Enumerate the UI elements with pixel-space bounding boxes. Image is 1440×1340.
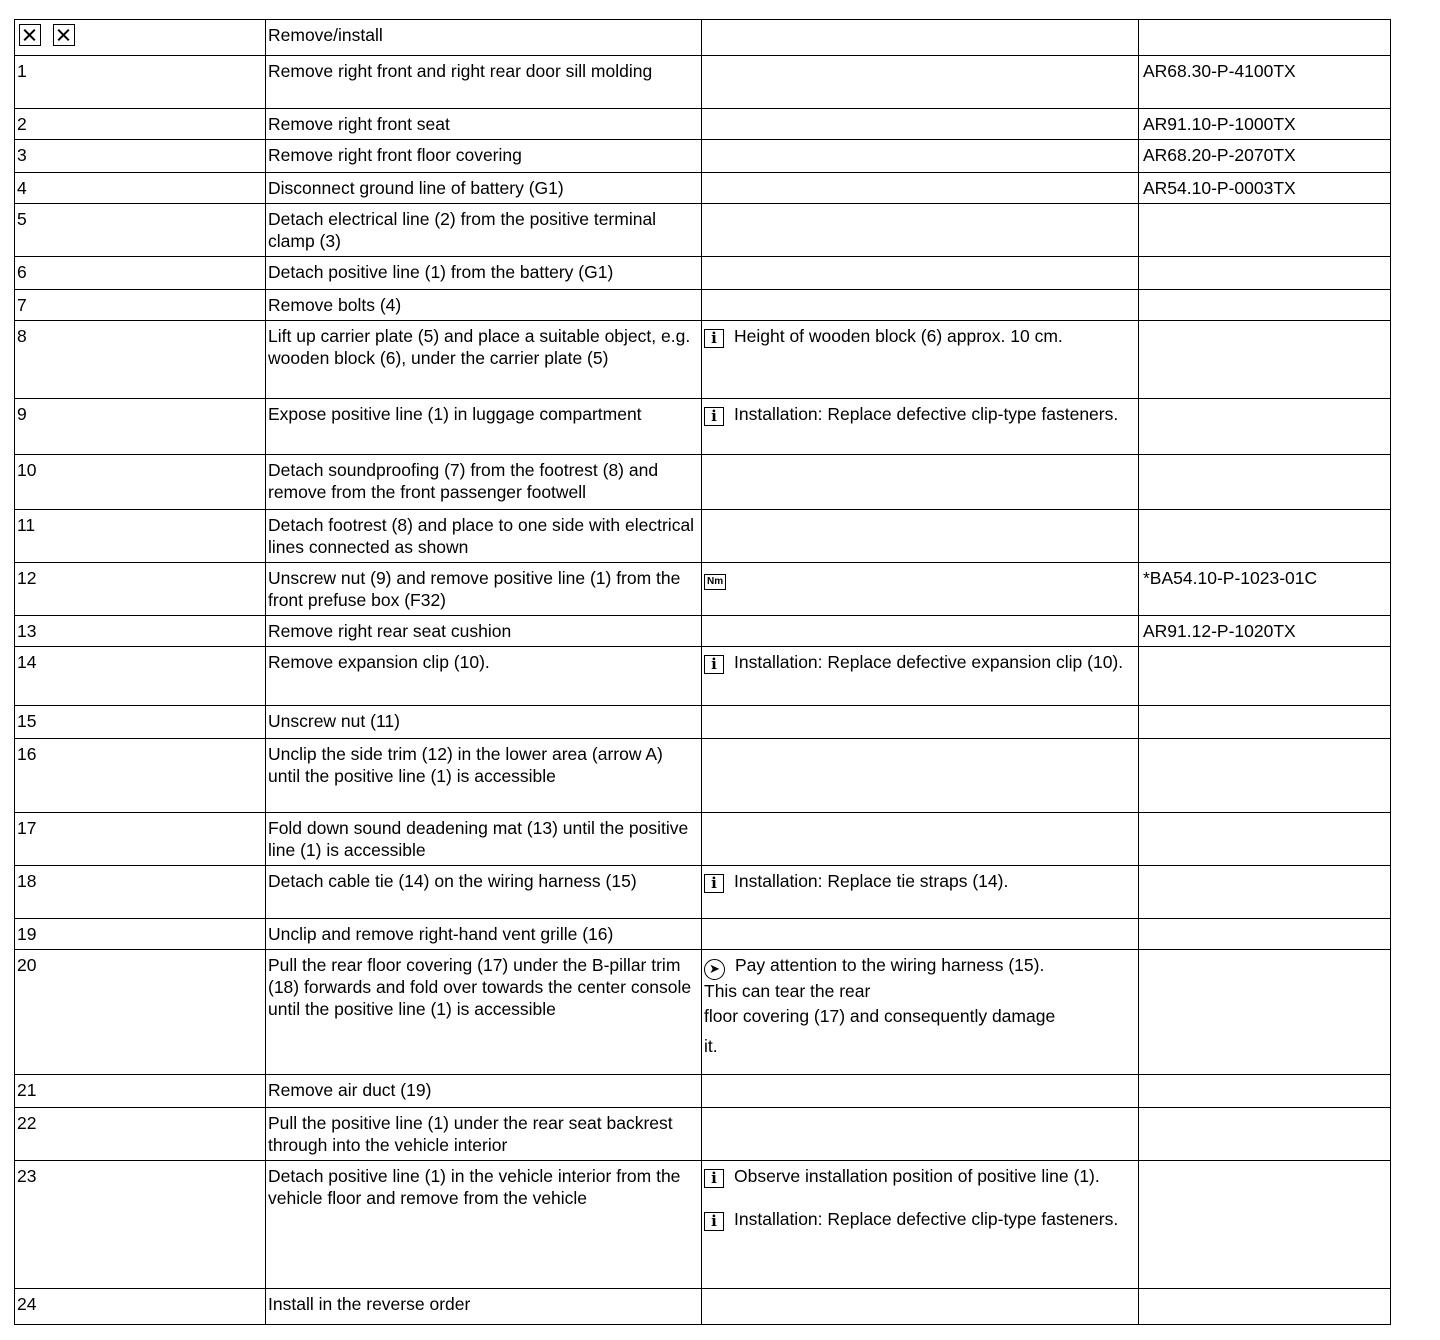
table-row (15, 257, 1391, 290)
table-row (15, 563, 1391, 616)
table-row (15, 204, 1391, 257)
table-row (15, 647, 1391, 706)
step-action: Detach soundproofing (7) from the footrest (8) and remove from the front passenger footwell (266, 455, 702, 510)
step-action: Remove bolts (4) (266, 290, 702, 321)
step-number: 24 (15, 1289, 266, 1325)
step-reference: AR68.30-P-4100TX (1139, 56, 1391, 109)
torque-icon: Nm (704, 574, 726, 590)
step-number: 14 (15, 647, 266, 706)
step-action: Fold down sound deadening mat (13) until the positive line (1) is accessible (266, 813, 702, 866)
table-row (15, 1108, 1391, 1161)
step-action: Remove expansion clip (10). (266, 647, 702, 706)
step-number: 16 (15, 739, 266, 813)
table-row (15, 739, 1391, 813)
table-row (15, 616, 1391, 647)
step-number: 13 (15, 616, 266, 647)
table-row (15, 510, 1391, 563)
step-action: Lift up carrier plate (5) and place a suitable object, e.g. wooden block (6), under the carrier plate (5) (266, 321, 702, 399)
step-reference: *BA54.10-P-1023-01C (1139, 563, 1391, 616)
step-action: Detach positive line (1) in the vehicle interior from the vehicle floor and remove from the vehicle (266, 1161, 702, 1289)
step-number: 23 (15, 1161, 266, 1289)
step-number: 12 (15, 563, 266, 616)
table-row (15, 290, 1391, 321)
step-action: Remove right front seat (266, 109, 702, 140)
step-reference: AR54.10-P-0003TX (1139, 173, 1391, 204)
step-action: Install in the reverse order (266, 1289, 702, 1325)
step-action: Pull the positive line (1) under the rear seat backrest through into the vehicle interior (266, 1108, 702, 1161)
table-row (15, 1289, 1391, 1325)
installation-tool-icon (53, 24, 75, 46)
step-reference: AR91.12-P-1020TX (1139, 616, 1391, 647)
step-note: i Installation: Replace tie straps (14). (702, 866, 1139, 919)
step-number: 5 (15, 204, 266, 257)
step-note: ➤ Pay attention to the wiring harness (15). This can tear the rear floor covering (17) and consequently damage it. (702, 950, 1139, 1075)
procedure-table (14, 19, 1391, 1325)
step-number: 10 (15, 455, 266, 510)
table-row (15, 321, 1391, 399)
step-note: i Installation: Replace defective expansion clip (10). (702, 647, 1139, 706)
step-note (702, 563, 1139, 616)
step-reference: AR91.10-P-1000TX (1139, 109, 1391, 140)
step-note: i Height of wooden block (6) approx. 10 cm. (702, 321, 1139, 399)
info-icon: i (704, 1169, 724, 1188)
header-title: Remove/install (266, 20, 702, 56)
step-action: Disconnect ground line of battery (G1) (266, 173, 702, 204)
step-action: Detach cable tie (14) on the wiring harness (15) (266, 866, 702, 919)
table-row (15, 950, 1391, 1075)
step-action: Remove right front floor covering (266, 140, 702, 173)
step-note: i Observe installation position of positive line (1). i Installation: Replace defective clip-type fasteners. (702, 1161, 1139, 1289)
table-row (15, 455, 1391, 510)
header-icons-cell (15, 20, 266, 56)
step-number: 2 (15, 109, 266, 140)
table-row (15, 1161, 1391, 1289)
step-number: 8 (15, 321, 266, 399)
info-icon: i (704, 874, 724, 893)
table-row (15, 813, 1391, 866)
info-icon: i (704, 655, 724, 674)
step-action: Remove right front and right rear door sill molding (266, 56, 702, 109)
table-row (15, 109, 1391, 140)
step-number: 4 (15, 173, 266, 204)
table-row (15, 866, 1391, 919)
step-number: 15 (15, 706, 266, 739)
step-number: 22 (15, 1108, 266, 1161)
step-action: Unclip the side trim (12) in the lower area (arrow A) until the positive line (1) is accessible (266, 739, 702, 813)
step-action: Detach footrest (8) and place to one side with electrical lines connected as shown (266, 510, 702, 563)
step-number: 19 (15, 919, 266, 950)
step-number: 18 (15, 866, 266, 919)
step-action: Unclip and remove right-hand vent grille (16) (266, 919, 702, 950)
removal-tool-icon (19, 24, 41, 46)
step-action: Unscrew nut (9) and remove positive line (1) from the front prefuse box (F32) (266, 563, 702, 616)
step-action: Detach positive line (1) from the battery (G1) (266, 257, 702, 290)
step-number: 17 (15, 813, 266, 866)
info-icon: i (704, 407, 724, 426)
step-number: 1 (15, 56, 266, 109)
step-number: 9 (15, 399, 266, 455)
step-action: Remove right rear seat cushion (266, 616, 702, 647)
info-icon: i (704, 1212, 724, 1231)
table-row (15, 56, 1391, 109)
caution-icon: ➤ (704, 959, 725, 980)
step-number: 6 (15, 257, 266, 290)
table-row (15, 399, 1391, 455)
step-action: Remove air duct (19) (266, 1075, 702, 1108)
step-action: Unscrew nut (11) (266, 706, 702, 739)
step-action: Pull the rear floor covering (17) under the B-pillar trim (18) forwards and fold over towards the center console until the positive line (1) is accessible (266, 950, 702, 1075)
table-row (15, 173, 1391, 204)
step-number: 3 (15, 140, 266, 173)
table-row (15, 140, 1391, 173)
step-reference: AR68.20-P-2070TX (1139, 140, 1391, 173)
step-note: i Installation: Replace defective clip-type fasteners. (702, 399, 1139, 455)
table-row (15, 919, 1391, 950)
step-number: 7 (15, 290, 266, 321)
step-action: Detach electrical line (2) from the positive terminal clamp (3) (266, 204, 702, 257)
step-action: Expose positive line (1) in luggage compartment (266, 399, 702, 455)
table-row (15, 1075, 1391, 1108)
step-number: 21 (15, 1075, 266, 1108)
step-number: 11 (15, 510, 266, 563)
table-row-header (15, 20, 1391, 56)
table-row (15, 706, 1391, 739)
info-icon: i (704, 329, 724, 348)
step-number: 20 (15, 950, 266, 1075)
